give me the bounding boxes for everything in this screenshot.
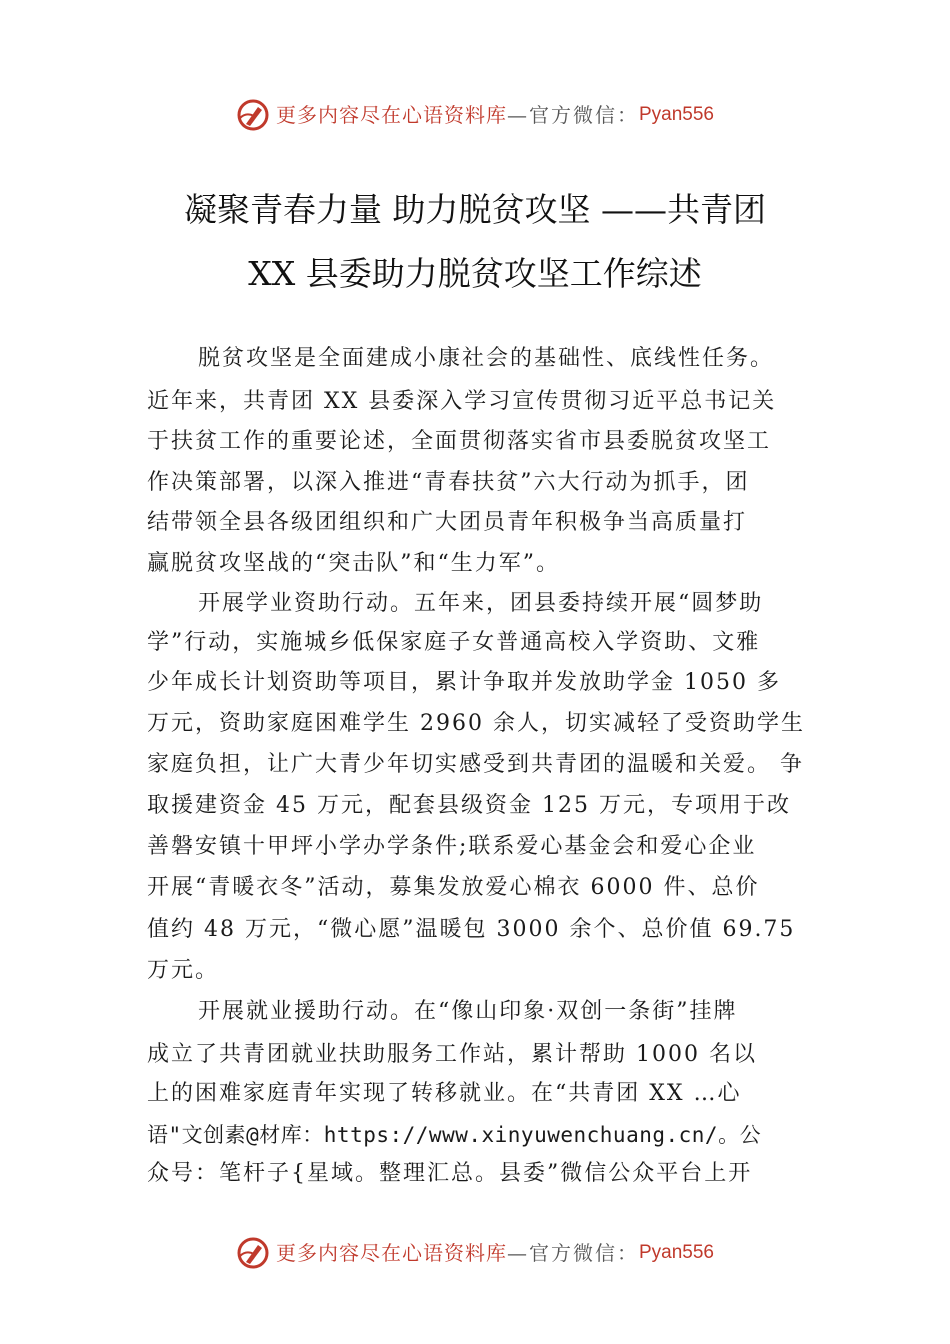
document-title-line-2: XX 县委助力脱贫攻坚工作综述 — [248, 254, 702, 293]
pen-logo-icon — [236, 1236, 270, 1270]
footer-banner — [0, 1236, 950, 1270]
paragraph-line: 赢脱贫攻坚战的“突击队”和“生力军”。 — [147, 551, 560, 576]
banner-wechat-label: —官方微信： — [506, 1241, 639, 1265]
paragraph-line: 开展学业资助行动。五年来，团县委持续开展“圆梦助 — [198, 591, 764, 616]
paragraph-line: 脱贫攻坚是全面建成小康社会的基础性、底线性任务。 — [198, 346, 775, 371]
paragraph-line: 作决策部署，以深入推进“青春扶贫”六大行动为抓手，团 — [147, 470, 750, 495]
paragraph-line: 结带领全县各级团组织和广大团员青年积极争当高质量打 — [147, 510, 748, 535]
paragraph-line: 开展“青暖衣冬”活动，募集发放爱心棉衣 6000 件、总价 — [147, 875, 760, 900]
paragraph-line: 成立了共青团就业扶助服务工作站，累计帮助 1000 名以 — [147, 1042, 757, 1067]
paragraph-line: 开展就业援助行动。在“像山印象·双创一条街”挂牌 — [198, 999, 738, 1024]
banner-wechat-label: —官方微信： — [506, 103, 639, 127]
paragraph-line: 学”行动，实施城乡低保家庭子女普通高校入学资助、文雅 — [147, 630, 761, 655]
paragraph-line: 近年来，共青团 XX 县委深入学习宣传贯彻习近平总书记关 — [147, 389, 777, 414]
paragraph-line: 值约 48 万元，“微心愿”温暖包 3000 余个、总价值 69.75 — [147, 917, 796, 942]
paragraph-line: 万元，资助家庭困难学生 2960 余人，切实减轻了受资助学生 — [147, 711, 805, 736]
document-title-line-1: 凝聚青春力量 助力脱贫攻坚 ——共青团 — [184, 190, 766, 229]
banner-wechat-id: Pyan556 — [638, 1242, 714, 1263]
paragraph-line: 善磐安镇十甲坪小学办学条件;联系爱心基金会和爱心企业 — [147, 834, 757, 859]
pen-logo-icon — [236, 98, 270, 132]
paragraph-line: 万元。 — [147, 958, 220, 983]
paragraph-line: 少年成长计划资助等项目，累计争取并发放助学金 1050 多 — [147, 670, 781, 695]
paragraph-line: 语"文创素@材库：https://www.xinyuwenchuang.cn/。公 — [147, 1123, 762, 1147]
paragraph-line: 众号：笔杆子{星域。整理汇总。县委”微信公众平台上开 — [147, 1161, 753, 1186]
banner-text: 更多内容尽在心语资料库 — [275, 1241, 507, 1265]
header-banner — [0, 98, 950, 132]
paragraph-line: 于扶贫工作的重要论述，全面贯彻落实省市县委脱贫攻坚工 — [147, 429, 772, 454]
banner-wechat-id: Pyan556 — [638, 104, 714, 125]
paragraph-line: 上的困难家庭青年实现了转移就业。在“共青团 XX …心 — [147, 1081, 742, 1106]
paragraph-line: 家庭负担，让广大青少年切实感受到共青团的温暖和关爱。 争 — [147, 752, 804, 777]
paragraph-line: 取援建资金 45 万元，配套县级资金 125 万元，专项用于改 — [147, 793, 791, 818]
banner-text: 更多内容尽在心语资料库 — [275, 103, 507, 127]
